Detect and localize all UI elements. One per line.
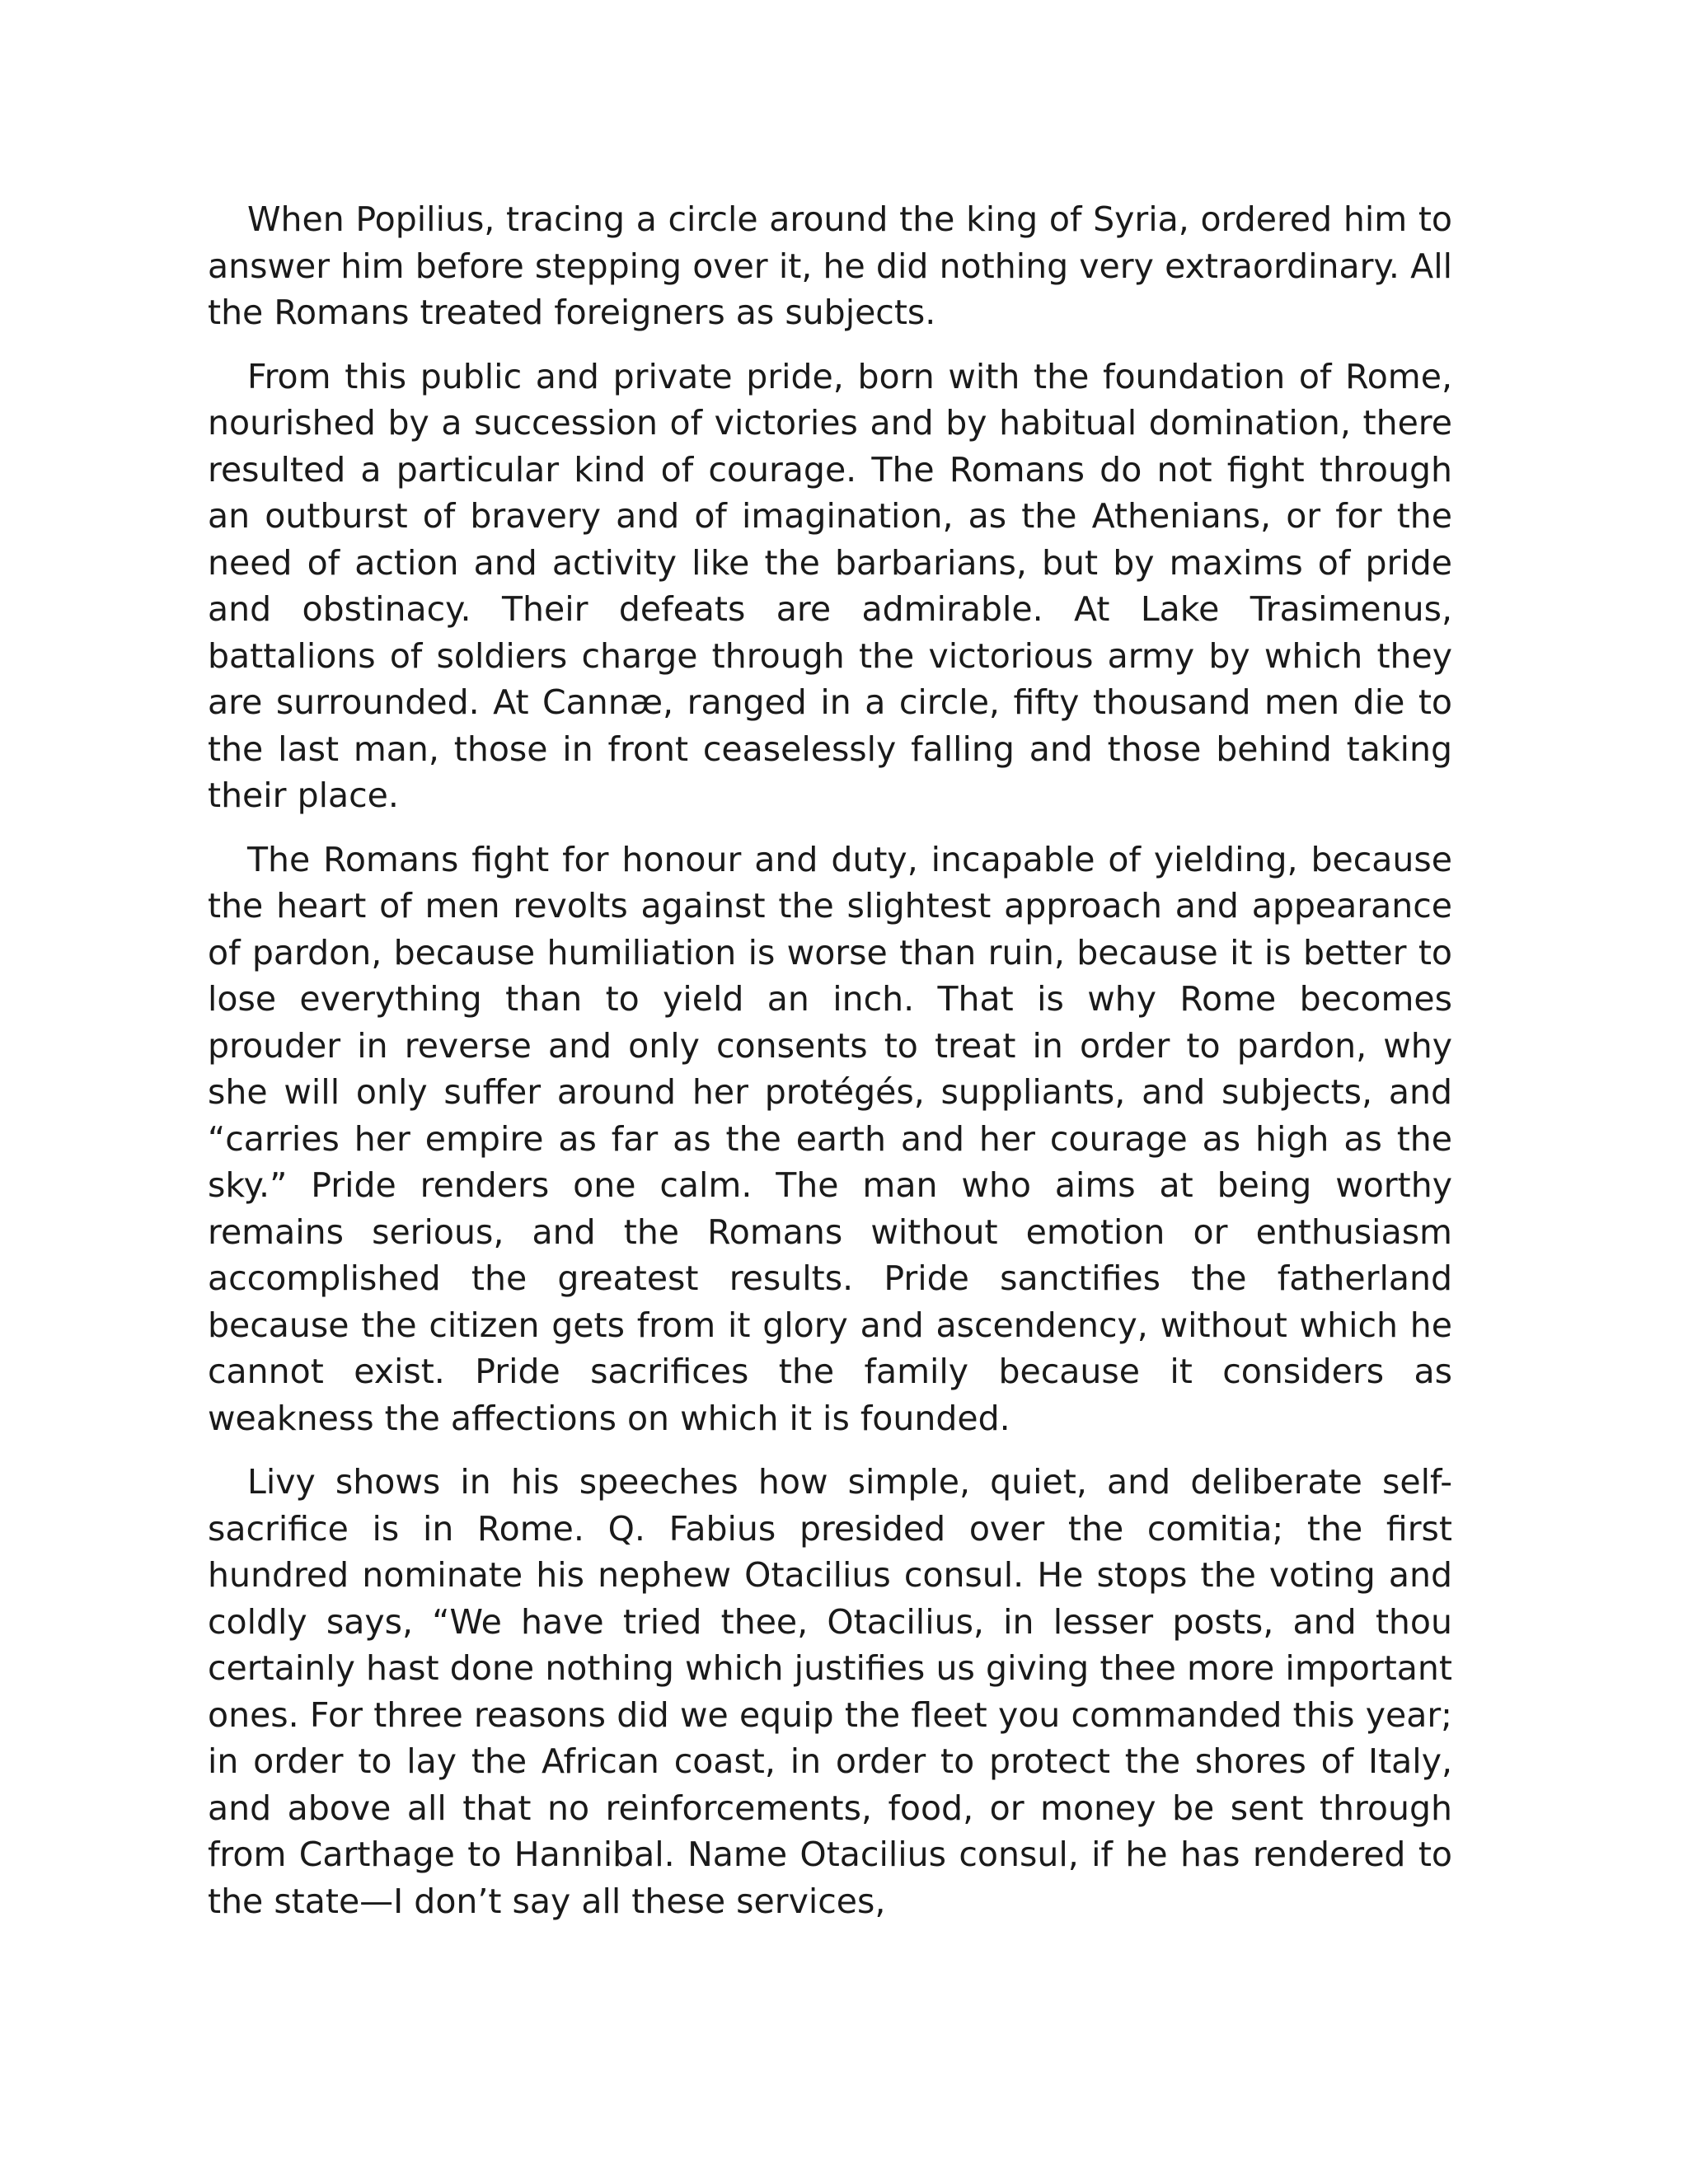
page-body [208,196,1452,1942]
paragraph-roman-courage: From this public and private pride, born with the foundation of Rome, nourished by a succession of victories and by habitual domination, there resulted a particular kind of courage. The Romans do not fight through an outburst of bravery and of imagination, as the Athenians, or for the need of action and activity like the barbarians, but by maxims of pride and obstinacy. Their defeats are admirable. At Lake Trasimenus, battalions of soldiers charge through the victorious army by which they are surrounded. At Cannæ, ranged in a circle, fifty thousand men die to the last man, those in front ceaselessly falling and those behind taking their place. [208,356,1452,815]
paragraph-popilius: When Popilius, tracing a circle around the king of Syria, ordered him to answer him before stepping over it, he did nothing very extraordinary. All the Romans treated foreigners as subjects. [208,199,1452,332]
paragraph-livy-otacilius: Livy shows in his speeches how simple, quiet, and deliberate self-sacrifice is in Rome. Q. Fabius presided over the comitia; the first hundred nominate his nephew Otacilius consul. He stops the voting and coldly says, “We have tried thee, Otacilius, in lesser posts, and thou certainly hast done nothing which justifies us giving thee more important ones. For three reasons did we equip the fleet you commanded this year; in order to lay the African coast, in order to protect the shores of Italy, and above all that no reinforcements, food, or money be sent through from Carthage to Hannibal. Name Otacilius consul, if he has rendered to the state—I don’t say all these services, [208,1462,1452,1921]
paragraph-honour-and-duty: The Romans fight for honour and duty, incapable of yielding, because the heart of men revolts against the slightest approach and appearance of pardon, because humiliation is worse than ruin, because it is better to lose everything than to yield an inch. That is why Rome becomes prouder in reverse and only consents to treat in order to pardon, why she will only suffer around her protégés, suppliants, and subjects, and “carries her empire as far as the earth and her courage as high as the sky.” Pride renders one calm. The man who aims at being worthy remains serious, and the Romans without emotion or enthusiasm accomplished the greatest results. Pride sanctifies the fatherland because the citizen gets from it glory and ascendency, without which he cannot exist. Pride sacrifices the family because it considers as weakness the affections on which it is founded. [208,839,1452,1438]
